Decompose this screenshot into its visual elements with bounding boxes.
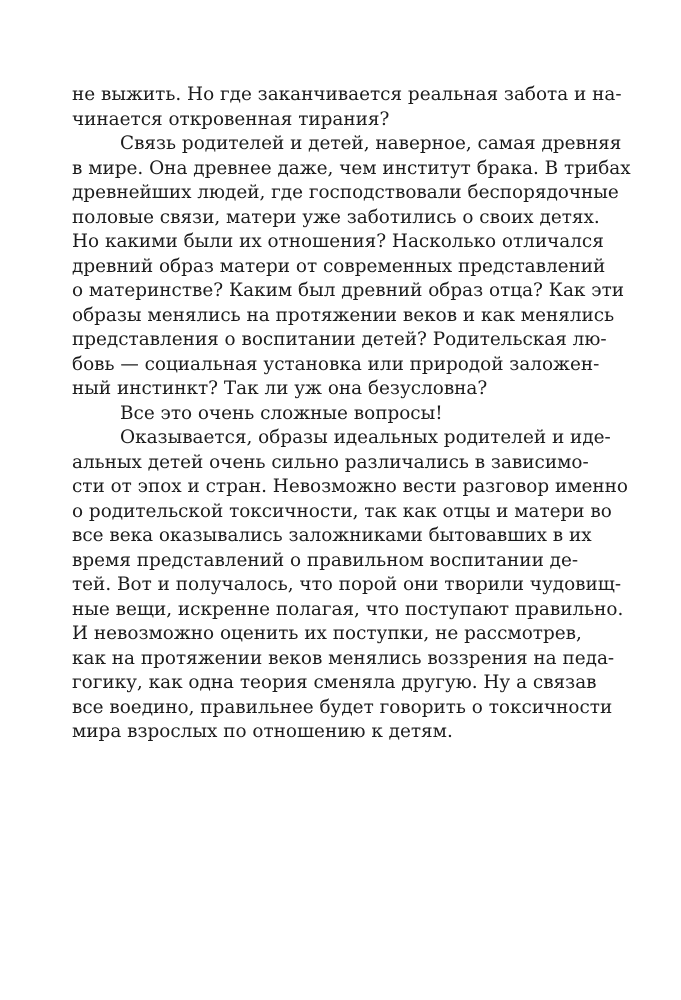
text-line: сти от эпох и стран. Невозможно вести разговор именно — [72, 476, 628, 497]
text-line: представления о воспитании детей? Родительская лю- — [72, 329, 607, 350]
text-line: не выжить. Но где заканчивается реальная забота и на- — [72, 84, 622, 105]
text-line: ные вещи, искренне полагая, что поступают правильно. — [72, 598, 624, 620]
text-line: Но какими были их отношения? Насколько отличался — [72, 231, 604, 252]
text-line: о материнстве? Каким был древний образ отца? Как эти — [72, 280, 625, 301]
text-line: мира взрослых по отношению к детям. — [72, 721, 453, 742]
text-line: древнейших людей, где господствовали беспорядочные — [72, 182, 619, 203]
text-line: все воедино, правильнее будет говорить о токсичности — [72, 696, 613, 718]
paragraph — [72, 83, 622, 132]
text-line: альных детей очень сильно различались в зависимо- — [72, 451, 589, 473]
text-line: время представлений о правильном воспитании де- — [72, 549, 579, 571]
text-line: тей. Вот и получалось, что порой они творили чудовищ- — [72, 574, 622, 595]
text-line: Связь родителей и детей, наверное, самая древняя — [120, 133, 622, 154]
text-line: о родительской токсичности, так как отцы и матери во — [72, 500, 612, 522]
text-line: образы менялись на протяжении веков и как менялись — [72, 304, 615, 326]
text-line: Все это очень сложные вопросы! — [120, 402, 443, 424]
text-line: бовь — социальная установка или природой заложен- — [72, 353, 600, 375]
body-text — [72, 83, 631, 745]
text-line: гогику, как одна теория сменяла другую. Ну а связав — [72, 672, 597, 693]
text-line: как на протяжении веков менялись воззрения на педа- — [72, 647, 615, 669]
text-line: Оказывается, образы идеальных родителей и иде- — [120, 427, 611, 448]
text-line: ный инстинкт? Так ли уж она безусловна? — [72, 378, 488, 399]
text-line: все века оказывались заложниками бытовавших в их — [72, 525, 592, 546]
paragraph — [72, 402, 562, 427]
paragraph — [72, 132, 631, 402]
text-line: половые связи, матери уже заботились о своих детях. — [72, 206, 600, 228]
text-line: древний образ матери от современных представлений — [72, 255, 606, 277]
text-line: в мире. Она древнее даже, чем институт брака. В трибах — [72, 157, 631, 179]
paragraph — [72, 426, 628, 745]
text-line: И невозможно оценить их поступки, не рассмотрев, — [72, 623, 582, 644]
text-line: чинается откровенная тирания? — [72, 108, 390, 130]
